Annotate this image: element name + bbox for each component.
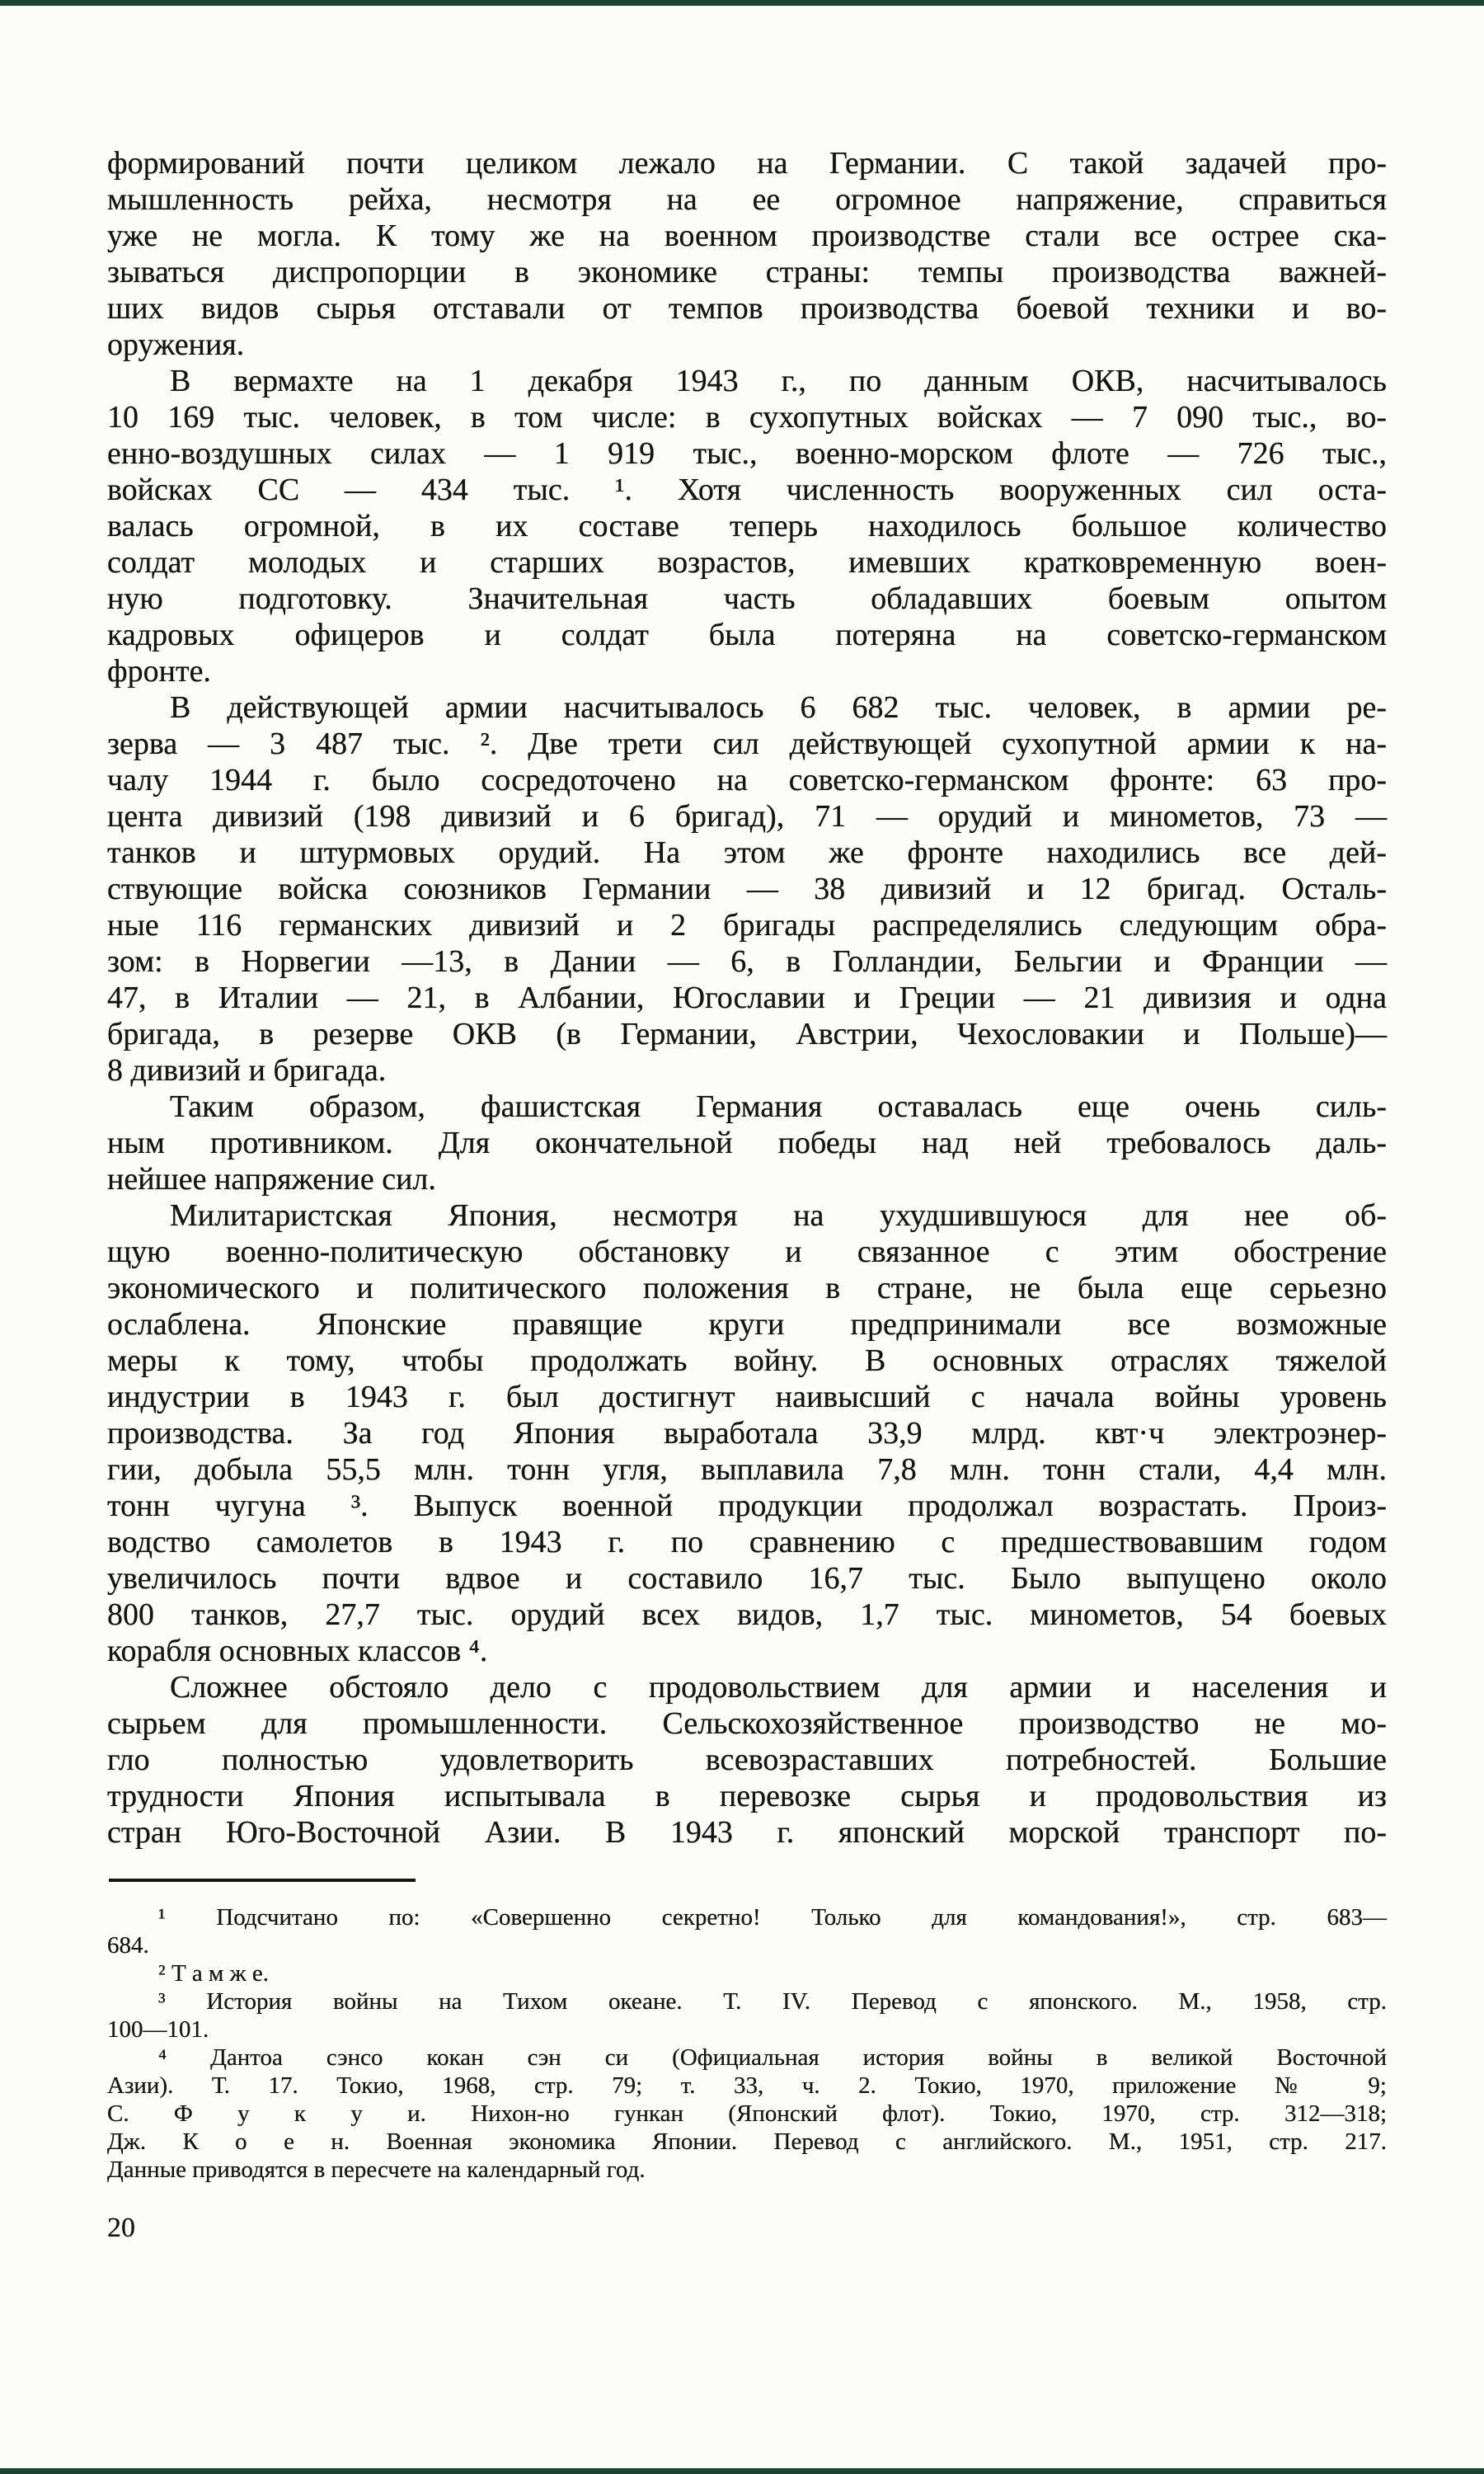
footnote-line: ² Т а м ж е. [158, 1960, 270, 1987]
body-text-line: 47, в Италии — 21, в Албании, Югославии и Греции — 21 дивизия и одна [107, 981, 1387, 1015]
body-text-line: Милитаристская Япония, несмотря на ухудшившуюся для нее об- [170, 1198, 1387, 1233]
body-text-line: 8 дивизий и бригада. [107, 1053, 387, 1088]
body-text-line: зерва — 3 487 тыс. ². Две трети сил действующей сухопутной армии к на- [107, 727, 1387, 761]
footnote-line: ¹ Подсчитано по: «Совершенно секретно! Только для командования!», стр. 683— [158, 1904, 1387, 1931]
body-text-line: войсках СС — 434 тыс. ¹. Хотя численность вооруженных сил оста- [107, 473, 1387, 507]
body-text-line: Таким образом, фашистская Германия оставалась еще очень силь- [170, 1089, 1387, 1124]
body-text [107, 145, 1387, 1851]
body-text-line: В вермахте на 1 декабря 1943 г., по данным ОКВ, насчитывалось [170, 364, 1387, 398]
footnotes-block [107, 1903, 1387, 2184]
body-text-line: 10 169 тыс. человек, в том числе: в сухопутных войсках — 7 090 тыс., во- [107, 400, 1387, 435]
body-text-line: валась огромной, в их составе теперь находилось большое количество [107, 509, 1387, 543]
body-text-line: зом: в Норвегии —13, в Дании — 6, в Голландии, Бельгии и Франции — [107, 944, 1387, 979]
footnote-line: Данные приводятся в пересчете на календарный год. [107, 2157, 646, 2183]
body-text-line: чалу 1944 г. было сосредоточено на советско-германском фронте: 63 про- [107, 763, 1387, 797]
body-text-line: щую военно-политическую обстановку и связанное с этим обострение [107, 1235, 1387, 1269]
body-text-line: зываться диспропорции в экономике страны: темпы производства важней- [107, 255, 1387, 289]
body-text-line: бригада, в резерве ОКВ (в Германии, Австрии, Чехословакии и Польше)— [107, 1017, 1387, 1051]
body-text-line: нейшее напряжение сил. [107, 1162, 436, 1197]
footnote-separator [109, 1879, 416, 1882]
body-text-line: ших видов сырья отставали от темпов производства боевой техники и во- [107, 291, 1387, 326]
body-text-line: индустрии в 1943 г. был достигнут наивысший с начала войны уровень [107, 1380, 1387, 1414]
footnote-line: 100—101. [107, 2016, 209, 2043]
text-column [107, 145, 1387, 2245]
body-text-line: ным противником. Для окончательной победы над ней требовалось даль- [107, 1126, 1387, 1160]
scan-edge-top [0, 0, 1484, 6]
body-text-line: гии, добыла 55,5 млн. тонн угля, выплавила 7,8 млн. тонн стали, 4,4 млн. [107, 1452, 1387, 1487]
body-text-line: увеличилось почти вдвое и составило 16,7 тыс. Было выпущено около [107, 1561, 1387, 1596]
scan-edge-bottom [0, 2468, 1484, 2474]
page-number: 20 [107, 2213, 135, 2243]
body-text-line: сырьем для промышленности. Сельскохозяйственное производство не мо- [107, 1706, 1387, 1741]
body-text-line: В действующей армии насчитывалось 6 682 тыс. человек, в армии ре- [170, 690, 1387, 725]
body-text-line: водство самолетов в 1943 г. по сравнению с предшествовавшим годом [107, 1525, 1387, 1559]
body-text-line: енно-воздушных силах — 1 919 тыс., военно-морском флоте — 726 тыс., [107, 436, 1387, 471]
footnote-line: 684. [107, 1932, 149, 1959]
body-text-line: гло полностью удовлетворить всевозраставших потребностей. Большие [107, 1743, 1387, 1777]
body-text-line: солдат молодых и старших возрастов, имевших кратковременную воен- [107, 545, 1387, 580]
footnote-line: ⁴ Дантоа сэнсо кокан сэн си (Официальная история войны в великой Восточной [158, 2044, 1387, 2071]
body-text-line: фронте. [107, 654, 211, 689]
body-text-line: корабля основных классов ⁴. [107, 1634, 488, 1668]
body-text-line: ствующие войска союзников Германии — 38 дивизий и 12 бригад. Осталь- [107, 872, 1387, 906]
body-text-line: уже не могла. К тому же на военном производстве стали все острее ска- [107, 219, 1387, 253]
footnote-line: Азии). Т. 17. Токио, 1968, стр. 79; т. 33, ч. 2. Токио, 1970, приложение № 9; [107, 2072, 1387, 2099]
body-text-line: меры к тому, чтобы продолжать войну. В основных отраслях тяжелой [107, 1343, 1387, 1378]
body-text-line: производства. За год Япония выработала 33,9 млрд. квт·ч электроэнер- [107, 1416, 1387, 1451]
body-text-line: тонн чугуна ³. Выпуск военной продукции продолжал возрастать. Произ- [107, 1489, 1387, 1523]
body-text-line: 800 танков, 27,7 тыс. орудий всех видов, 1,7 тыс. минометов, 54 боевых [107, 1597, 1387, 1632]
body-text-line: трудности Япония испытывала в перевозке сырья и продовольствия из [107, 1779, 1387, 1813]
body-text-line: формирований почти целиком лежало на Германии. С такой задачей про- [107, 146, 1387, 181]
body-text-line: стран Юго-Восточной Азии. В 1943 г. японский морской транспорт по- [107, 1815, 1387, 1850]
body-text-line: ослаблена. Японские правящие круги предпринимали все возможные [107, 1307, 1387, 1342]
body-text-line: Сложнее обстояло дело с продовольствием для армии и населения и [170, 1670, 1387, 1705]
body-text-line: оружения. [107, 327, 245, 362]
body-text-line: мышленность рейха, несмотря на ее огромное напряжение, справиться [107, 182, 1387, 217]
footnote-line: Дж. К о е н. Военная экономика Японии. Перевод с английского. М., 1951, стр. 217. [107, 2128, 1387, 2155]
body-text-line: ную подготовку. Значительная часть обладавших боевым опытом [107, 581, 1387, 616]
body-text-line: танков и штурмовых орудий. На этом же фронте находились все дей- [107, 835, 1387, 870]
body-text-line: экономического и политического положения в стране, не была еще серьезно [107, 1271, 1387, 1305]
body-text-line: кадровых офицеров и солдат была потеряна на советско-германском [107, 618, 1387, 652]
footnote-line: ³ История войны на Тихом океане. Т. IV. Перевод с японского. М., 1958, стр. [158, 1988, 1387, 2015]
body-text-line: ные 116 германских дивизий и 2 бригады распределялись следующим обра- [107, 908, 1387, 943]
footnote-line: С. Ф у к у и. Нихон-но гункан (Японский флот). Токио, 1970, стр. 312—318; [107, 2100, 1387, 2127]
body-text-line: цента дивизий (198 дивизий и 6 бригад), 71 — орудий и минометов, 73 — [107, 799, 1387, 834]
